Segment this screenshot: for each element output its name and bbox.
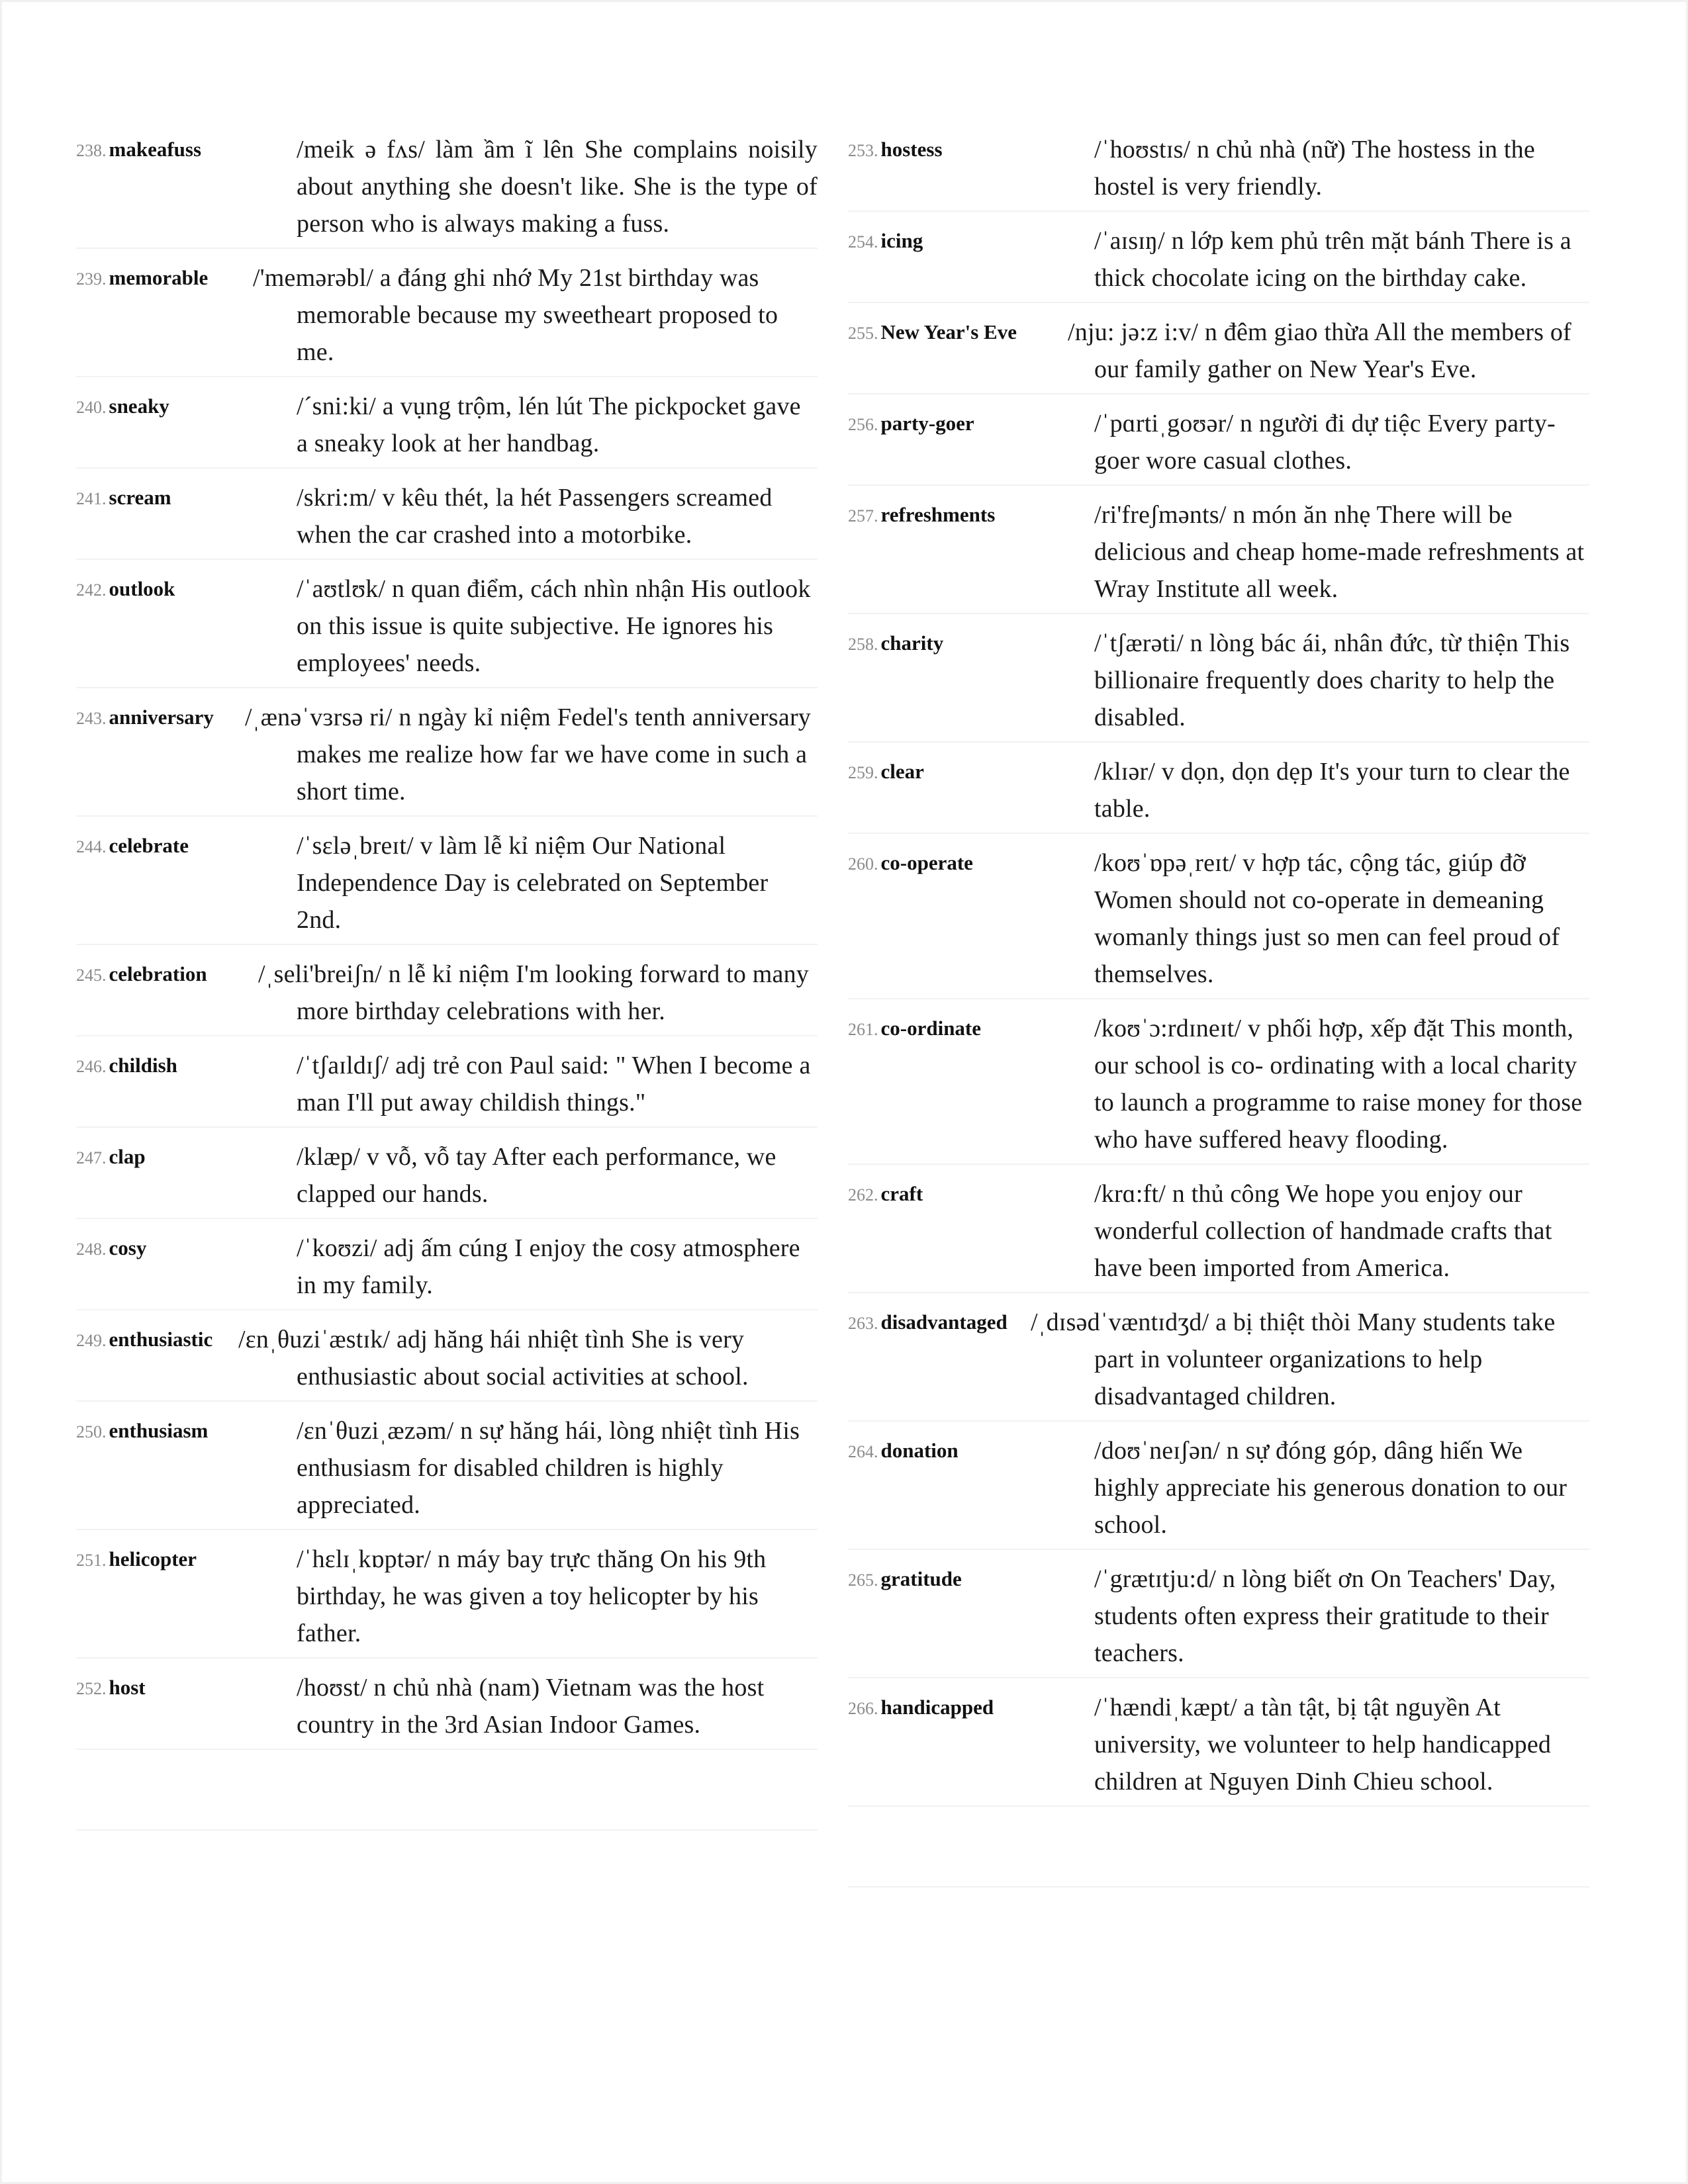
- entry-definition: /meik ə fʌs/ làm ầm ĩ lên She complains noisily about anything she doesn't like. She is the type of person who is always making a fuss.: [297, 136, 818, 238]
- entry-number: 250.: [76, 1422, 107, 1441]
- entry-definition: /ˈtʃaɪldɪʃ/ adj trẻ con Paul said: " When I become a man I'll put away childish things.": [297, 1052, 811, 1116]
- entry-term: host: [109, 1676, 146, 1699]
- entry-number: 260.: [848, 854, 878, 874]
- divider: [848, 1833, 1589, 1888]
- entry: [76, 1412, 818, 1530]
- entry: [848, 1561, 1589, 1678]
- entry-definition: /ˈhɛlɪˌkɒptər/ n máy bay trực thăng On his 9th birthday, he was given a toy helicopter by his father.: [297, 1545, 767, 1647]
- right-column: [848, 131, 1589, 1888]
- entry-number: 259.: [848, 763, 878, 782]
- entry: [848, 1689, 1589, 1807]
- entry-number: 256.: [848, 415, 878, 434]
- entry-term: donation: [880, 1439, 959, 1462]
- entry-number: 241.: [76, 489, 107, 508]
- entry-number: 245.: [76, 966, 107, 985]
- entry: [848, 131, 1589, 212]
- entry-term: childish: [109, 1054, 177, 1077]
- entry: [76, 388, 818, 469]
- entry: [848, 625, 1589, 743]
- entry-term: makeafuss: [109, 138, 202, 161]
- entry-term: refreshments: [880, 503, 996, 526]
- entry-definition: /ˌdɪsədˈvæntɪdʒd/ a bị thiệt thòi Many students take part in volunteer organizations to help disadvantaged children.: [1031, 1308, 1556, 1410]
- entry: [76, 1230, 818, 1310]
- entry-term: cosy: [109, 1236, 147, 1259]
- entry-definition: /skri:m/ v kêu thét, la hét Passengers screamed when the car crashed into a motorbike.: [297, 484, 773, 549]
- entry: [76, 1138, 818, 1219]
- entry-number: 239.: [76, 269, 107, 289]
- entry-term: New Year's Eve: [880, 320, 1017, 343]
- entry: [76, 131, 818, 249]
- entry-definition: /ˌseli'breiʃn/ n lễ kỉ niệm I'm looking forward to many more birthday celebrations with her.: [258, 960, 810, 1025]
- entry-term: craft: [880, 1182, 923, 1205]
- entry: [848, 496, 1589, 614]
- entry: [848, 314, 1589, 394]
- entry-term: gratitude: [880, 1567, 962, 1590]
- entry-number: 261.: [848, 1020, 878, 1039]
- entry-number: 248.: [76, 1240, 107, 1259]
- entry-number: 242.: [76, 580, 107, 600]
- entry-number: 246.: [76, 1057, 107, 1076]
- entry-number: 264.: [848, 1442, 878, 1461]
- entry-definition: /ˊsni:ki/ a vụng trộm, lén lút The pickpocket gave a sneaky look at her handbag.: [297, 392, 801, 457]
- entry-term: clear: [880, 760, 924, 783]
- entry-number: 252.: [76, 1679, 107, 1698]
- entry-term: handicapped: [880, 1696, 994, 1719]
- entry-term: sneaky: [109, 394, 169, 418]
- entry-term: outlook: [109, 577, 175, 600]
- entry-definition: /ri'freʃmənts/ n món ăn nhẹ There will be delicious and cheap home-made refreshments at Wray Institute all week.: [1094, 501, 1585, 603]
- entry-number: 253.: [848, 141, 878, 160]
- entry: [76, 699, 818, 817]
- entry: [848, 1304, 1589, 1422]
- entry-definition: /ˌænəˈvɜrsə ri/ n ngày kỉ niệm Fedel's tenth anniversary makes me realize how far we have come in such a short time.: [245, 704, 812, 805]
- entry-number: 240.: [76, 398, 107, 417]
- entry: [848, 405, 1589, 486]
- entry-definition: /'memərəbl/ a đáng ghi nhớ My 21st birthday was memorable because my sweetheart proposed to me.: [253, 264, 778, 366]
- entry-definition: /koʊˈɒpəˌreɪt/ v hợp tác, cộng tác, giúp đỡ Women should not co-operate in demeaning womanly things just so men can feel proud of themselves.: [1094, 849, 1560, 988]
- entry: [848, 1175, 1589, 1293]
- entry-term: memorable: [109, 266, 209, 289]
- entry-number: 251.: [76, 1551, 107, 1570]
- entry-term: co-operate: [880, 851, 973, 874]
- entry: [848, 1432, 1589, 1550]
- entry: [76, 827, 818, 945]
- entry-definition: /ˈaɪsɪŋ/ n lớp kem phủ trên mặt bánh There is a thick chocolate icing on the birthday cake.: [1094, 227, 1571, 292]
- entry-term: disadvantaged: [880, 1310, 1008, 1334]
- entry-number: 265.: [848, 1570, 878, 1590]
- entry-definition: /klɪər/ v dọn, dọn dẹp It's your turn to clear the table.: [1094, 758, 1570, 823]
- entry-definition: /klæp/ v vỗ, vỗ tay After each performance, we clapped our hands.: [297, 1143, 776, 1208]
- entry-term: co-ordinate: [880, 1017, 982, 1040]
- entry-definition: /ɛnˈθuziˌæzəm/ n sự hăng hái, lòng nhiệt tình His enthusiasm for disabled children is highly appreciated.: [297, 1417, 800, 1519]
- entry: [76, 1047, 818, 1128]
- entry: [76, 259, 818, 377]
- entry-definition: /ˈgrætɪtju:d/ n lòng biết ơn On Teachers' Day, students often express their gratitude to their teachers.: [1094, 1565, 1556, 1667]
- entry-number: 254.: [848, 232, 878, 251]
- entry-number: 263.: [848, 1314, 878, 1333]
- entry-number: 255.: [848, 324, 878, 343]
- left-column: [76, 131, 818, 1831]
- entry-term: enthusiasm: [109, 1419, 209, 1442]
- entry-term: icing: [880, 229, 923, 252]
- entry: [76, 1321, 818, 1402]
- entry: [848, 844, 1589, 999]
- entry-term: anniversary: [109, 705, 214, 729]
- entry: [848, 753, 1589, 834]
- entry-term: charity: [880, 631, 944, 655]
- entry-number: 243.: [76, 709, 107, 728]
- entry-definition: /ˈsɛləˌbreɪt/ v làm lễ kỉ niệm Our National Independence Day is celebrated on September 2nd.: [297, 832, 769, 934]
- entry-term: hostess: [880, 138, 943, 161]
- entry-definition: /ˈpɑrtiˌgoʊər/ n người đi dự tiệc Every party-goer wore casual clothes.: [1094, 410, 1556, 475]
- entry-number: 258.: [848, 635, 878, 654]
- entry-definition: /nju: jə:z i:v/ n đêm giao thừa All the members of our family gather on New Year's Eve.: [1068, 318, 1571, 383]
- entry-number: 249.: [76, 1331, 107, 1350]
- entry-definition: /krɑ:ft/ n thủ công We hope you enjoy our wonderful collection of handmade crafts that have been imported from America.: [1094, 1180, 1552, 1282]
- entry: [76, 570, 818, 688]
- entry-term: helicopter: [109, 1547, 197, 1570]
- entry-number: 238.: [76, 141, 107, 160]
- entry-definition: /doʊˈneɪʃən/ n sự đóng góp, dâng hiến We highly appreciate his generous donation to our school.: [1094, 1437, 1568, 1539]
- entry-term: scream: [109, 486, 171, 509]
- entry-definition: /koʊˈɔ:rdɪneɪt/ v phối hợp, xếp đặt This month, our school is co- ordinating with a local charity to launch a programme to raise money for those who have suffered heavy flooding.: [1094, 1015, 1583, 1154]
- entry-number: 266.: [848, 1699, 878, 1718]
- entry-term: party-goer: [880, 412, 974, 435]
- entry-term: celebration: [109, 962, 207, 985]
- entry-term: enthusiastic: [109, 1328, 213, 1351]
- entry: [848, 222, 1589, 303]
- entry-term: celebrate: [109, 834, 189, 857]
- entry-number: 244.: [76, 837, 107, 856]
- entry-definition: /ˈaʊtlʊk/ n quan điểm, cách nhìn nhận His outlook on this issue is quite subjective. He ignores his employees' needs.: [297, 575, 811, 677]
- entry-definition: /ɛnˌθuziˈæstɪk/ adj hăng hái nhiệt tình She is very enthusiastic about social activities at school.: [238, 1326, 749, 1390]
- entry: [76, 1669, 818, 1750]
- entry: [848, 1010, 1589, 1165]
- entry-term: clap: [109, 1145, 146, 1168]
- entry-definition: /ˈhoʊstɪs/ n chủ nhà (nữ) The hostess in the hostel is very friendly.: [1094, 136, 1535, 201]
- entry-definition: /ˈkoʊzi/ adj ấm cúng I enjoy the cosy atmosphere in my family.: [297, 1234, 800, 1299]
- entry-number: 262.: [848, 1185, 878, 1205]
- entry-definition: /ˈtʃærəti/ n lòng bác ái, nhân đức, từ thiện This billionaire frequently does charity to help the disabled.: [1094, 629, 1570, 731]
- entry: [76, 1541, 818, 1659]
- entry: [76, 956, 818, 1036]
- entry-number: 247.: [76, 1148, 107, 1167]
- divider: [76, 1776, 818, 1831]
- entry-definition: /ˈhændiˌkæpt/ a tàn tật, bị tật nguyền At university, we volunteer to help handicapped children at Nguyen Dinh Chieu school.: [1094, 1694, 1552, 1796]
- entry-number: 257.: [848, 506, 878, 525]
- entry: [76, 479, 818, 560]
- entry-definition: /hoʊst/ n chủ nhà (nam) Vietnam was the host country in the 3rd Asian Indoor Games.: [297, 1674, 765, 1739]
